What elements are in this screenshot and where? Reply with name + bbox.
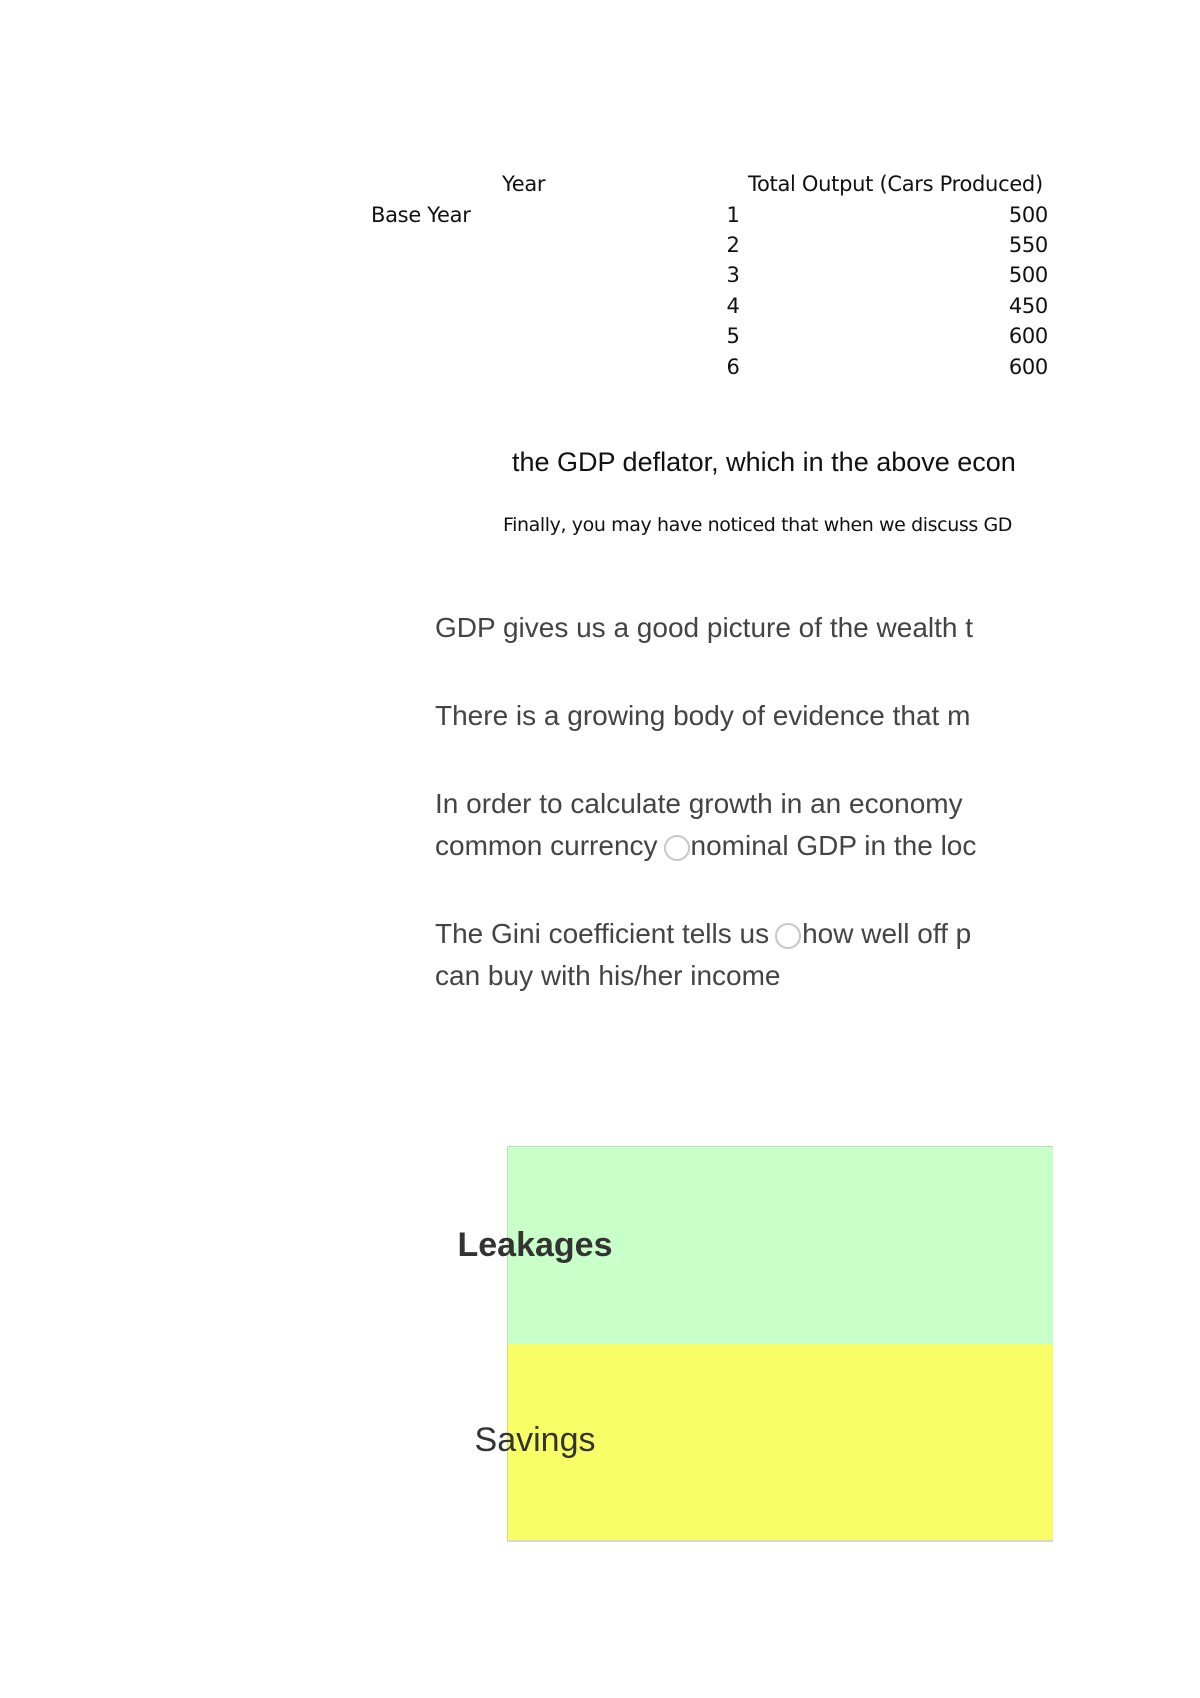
radio-option[interactable] [664, 835, 690, 861]
question-3-prefix: common currency [435, 830, 658, 861]
base-year-label: Base Year [371, 203, 471, 227]
leakages-label: Leakages [457, 1226, 613, 1264]
question-4-prefix: The Gini coefficient tells us [435, 918, 770, 949]
table-cell-output: 450 [1008, 294, 1048, 318]
table-header-output: Total Output (Cars Produced) [748, 172, 1043, 196]
table-cell-year: 1 [726, 203, 740, 227]
deflator-text: the GDP deflator, which in the above econ [512, 447, 1016, 477]
question-3-options [435, 830, 976, 862]
table-cell-year: 4 [726, 294, 740, 318]
question-1: GDP gives us a good picture of the wealth t [435, 612, 974, 643]
table-cell-output: 550 [1008, 233, 1048, 257]
table-cell-year: 2 [726, 233, 740, 257]
table-header-year: Year [502, 172, 546, 196]
question-4-line-2: can buy with his/her income [435, 960, 781, 991]
table-cell-year: 3 [726, 263, 740, 287]
table-cell-output: 500 [1008, 203, 1048, 227]
radio-option[interactable] [775, 923, 801, 949]
table-cell-output: 500 [1008, 263, 1048, 287]
question-2: There is a growing body of evidence that m [435, 700, 971, 731]
question-3-option-label[interactable]: nominal GDP in the loc [690, 830, 977, 861]
question-4 [435, 918, 971, 950]
savings-label: Savings [474, 1421, 596, 1459]
question-3: In order to calculate growth in an economy [435, 788, 963, 819]
question-4-option-label[interactable]: how well off p [802, 918, 972, 949]
table-cell-output: 600 [1008, 324, 1048, 348]
finally-text: Finally, you may have noticed that when we discuss GD [503, 514, 1013, 536]
table-cell-year: 6 [726, 355, 740, 379]
table-cell-output: 600 [1008, 355, 1048, 379]
table-cell-year: 5 [726, 324, 740, 348]
